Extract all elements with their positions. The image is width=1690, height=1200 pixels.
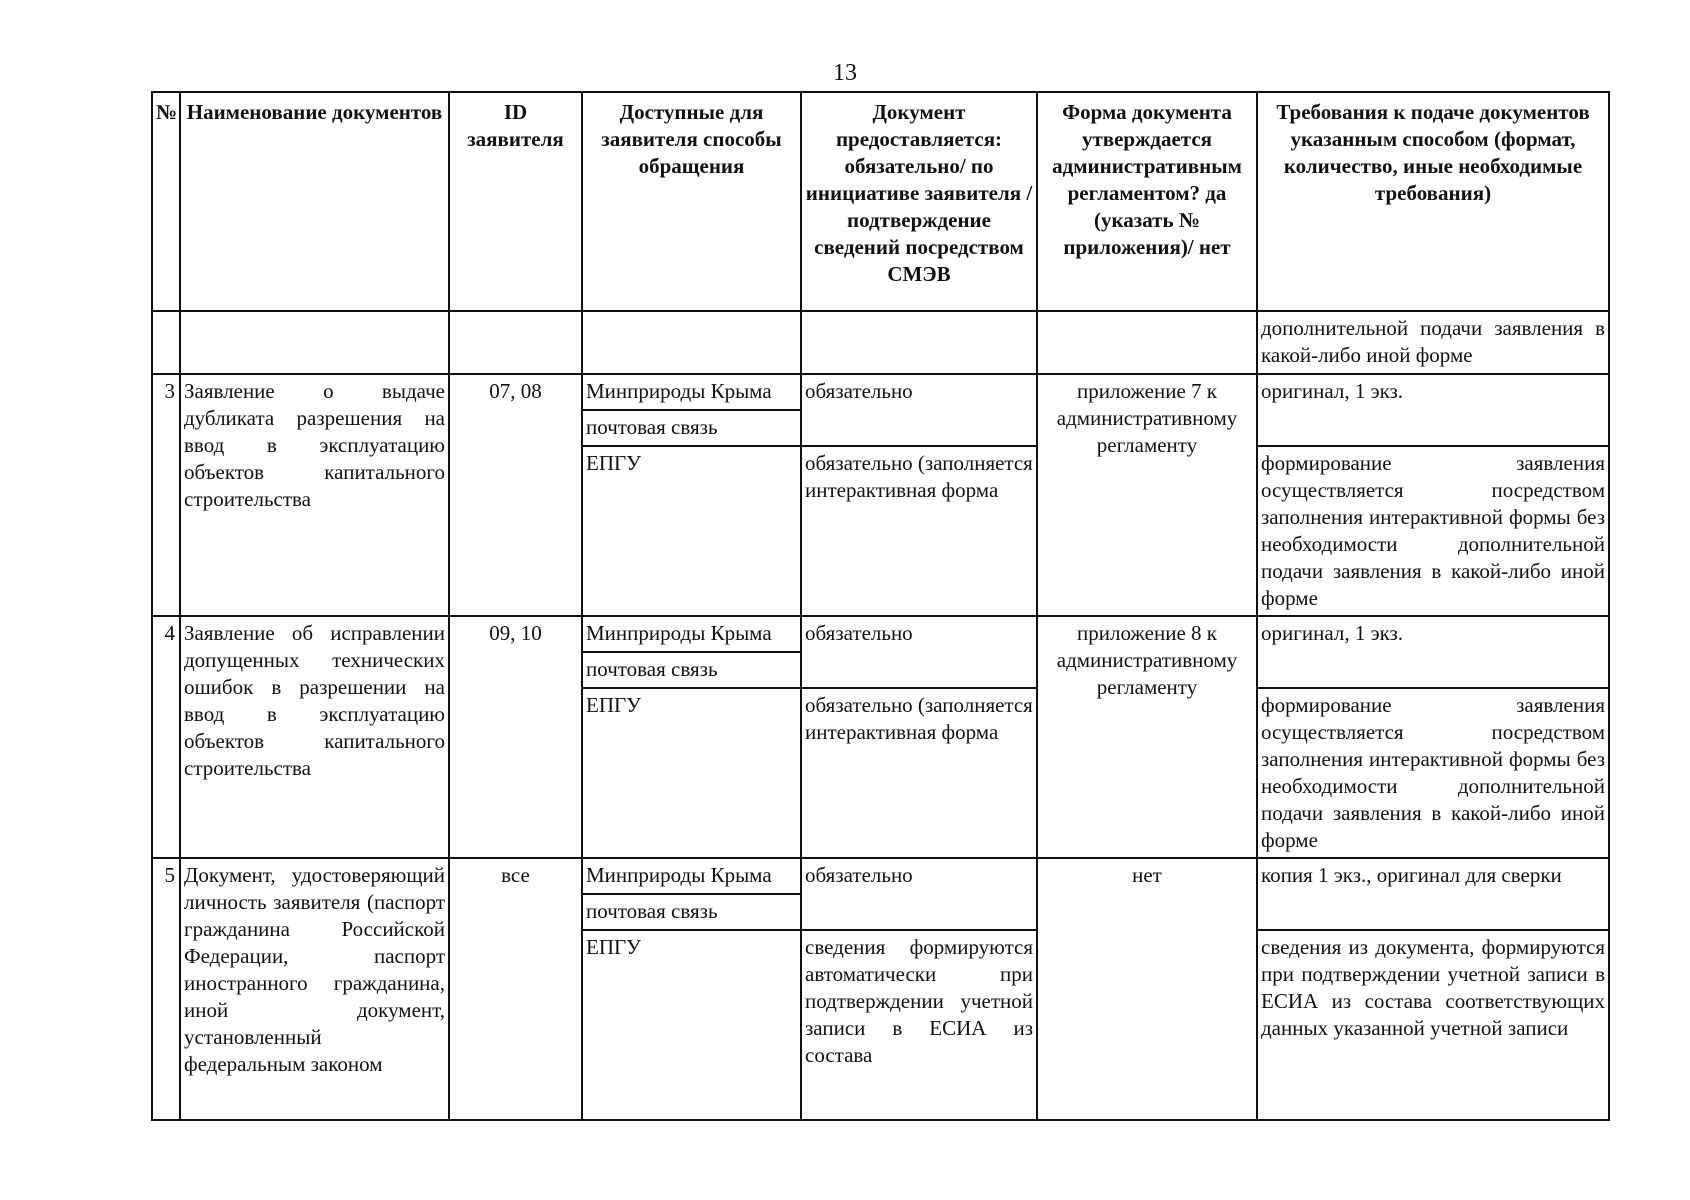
cell-provision: обязательно <box>801 616 1037 688</box>
cell-form: нет <box>1037 858 1257 1120</box>
cell-requirement: дополнительной подачи заявления в какой-либо иной форме <box>1257 311 1609 374</box>
cell-requirement: формирование заявления осуществляется посредством заполнения интерактивной формы без необходимости дополнительной подачи заявления в какой-либо иной форме <box>1257 688 1609 858</box>
table-row <box>152 616 1609 652</box>
cell-form <box>1037 311 1257 374</box>
cell-channel <box>582 311 801 374</box>
documents-table <box>151 91 1610 1121</box>
cell-channel: ЕПГУ <box>582 446 801 616</box>
cell-channel: ЕПГУ <box>582 688 801 858</box>
table-row <box>152 311 1609 374</box>
cell-requirement: сведения из документа, формируются при подтверждении учетной записи в ЕСИА из состава соответствующих данных указанной учетной записи <box>1257 930 1609 1120</box>
cell-name: Заявление об исправлении допущенных технических ошибок в разрешении на ввод в эксплуатацию объектов капитального строительства <box>180 616 449 858</box>
cell-id: 07, 08 <box>449 374 582 616</box>
cell-channel: Минприроды Крыма <box>582 374 801 410</box>
cell-number: 5 <box>152 858 180 1120</box>
table-row <box>152 858 1609 894</box>
table-row <box>152 374 1609 410</box>
cell-provision: обязательно <box>801 858 1037 930</box>
cell-channel: ЕПГУ <box>582 930 801 1120</box>
cell-provision: обязательно (заполняется интерактивная форма <box>801 446 1037 616</box>
cell-provision: обязательно (заполняется интерактивная форма <box>801 688 1037 858</box>
cell-id <box>449 311 582 374</box>
cell-channel: Минприроды Крыма <box>582 616 801 652</box>
header-applicant-id: ID заявителя <box>449 92 582 311</box>
cell-requirement: копия 1 экз., оригинал для сверки <box>1257 858 1609 930</box>
cell-name <box>180 311 449 374</box>
cell-name: Документ, удостоверяющий личность заявителя (паспорт гражданина Российской Федерации, паспорт иностранного гражданина, иной документ, установленный федеральным законом <box>180 858 449 1120</box>
cell-requirement: оригинал, 1 экз. <box>1257 616 1609 688</box>
cell-id: все <box>449 858 582 1120</box>
cell-form: приложение 7 к административному регламенту <box>1037 374 1257 616</box>
cell-channel: почтовая связь <box>582 894 801 930</box>
cell-number <box>152 311 180 374</box>
header-document-name: Наименование документов <box>180 92 449 311</box>
cell-provision: сведения формируются автоматически при подтверждении учетной записи в ЕСИА из состава <box>801 930 1037 1120</box>
cell-number: 3 <box>152 374 180 616</box>
cell-provision: обязательно <box>801 374 1037 446</box>
cell-channel: почтовая связь <box>582 410 801 446</box>
page-number: 13 <box>833 60 857 86</box>
cell-requirement: оригинал, 1 экз. <box>1257 374 1609 446</box>
cell-form: приложение 8 к административному регламенту <box>1037 616 1257 858</box>
cell-channel: почтовая связь <box>582 652 801 688</box>
header-requirements: Требования к подаче документов указанным способом (формат, количество, иные необходимые требования) <box>1257 92 1609 311</box>
cell-requirement: формирование заявления осуществляется посредством заполнения интерактивной формы без необходимости дополнительной подачи заявления в какой-либо иной форме <box>1257 446 1609 616</box>
header-form-approval: Форма документа утверждается административным регламентом? да (указать № приложения)/ нет <box>1037 92 1257 311</box>
cell-name: Заявление о выдаче дубликата разрешения на ввод в эксплуатацию объектов капитального строительства <box>180 374 449 616</box>
header-channels: Доступные для заявителя способы обращения <box>582 92 801 311</box>
header-provision: Документ предоставляется: обязательно/ по инициативе заявителя /подтверждение сведений посредством СМЭВ <box>801 92 1037 311</box>
cell-id: 09, 10 <box>449 616 582 858</box>
header-number: № <box>152 92 180 311</box>
table-header-row <box>152 92 1609 311</box>
cell-provision <box>801 311 1037 374</box>
cell-channel: Минприроды Крыма <box>582 858 801 894</box>
cell-number: 4 <box>152 616 180 858</box>
